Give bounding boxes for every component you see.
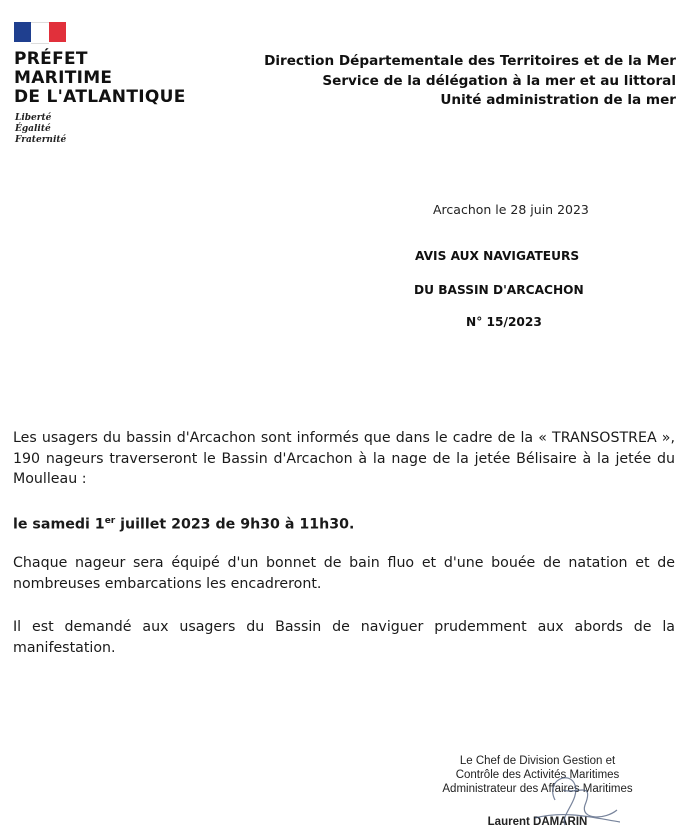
notice-number-text: N° 15/2023: [466, 315, 542, 329]
handwritten-signature: [525, 760, 620, 830]
motto-line: Fraternité: [15, 135, 67, 145]
motto-line: Égalité: [15, 124, 51, 134]
document-date: Arcachon le 28 juin 2023: [433, 202, 589, 217]
event-date-prefix: le samedi 1: [13, 516, 105, 533]
paragraph-announcement: Les usagers du bassin d'Arcachon sont informés que dans le cadre de la « TRANSOSTREA », 190 nageurs traverseront le Bassin d'Arcachon à la nage de la jetée Bélisaire à la jetée du Moulleau :: [13, 430, 675, 487]
event-date-suffix: juillet 2023 de 9h30 à 11h30.: [115, 516, 355, 533]
paragraph-caution: Il est demandé aux usagers du Bassin de naviguer prudemment aux abords de la manifestation.: [13, 619, 675, 656]
event-date-sup: er: [104, 516, 116, 526]
paragraph-equipment: Chaque nageur sera équipé d'un bonnet de bain fluo et d'une bouée de natation et de nombreuses embarcations les encadreront.: [13, 555, 675, 592]
signature-line: Administrateur des Affaires Maritimes: [442, 783, 633, 795]
prefect-line: MARITIME: [14, 68, 113, 88]
service-line: Direction Départementale des Territoires et de la Mer: [264, 53, 676, 69]
notice-title-2-text: DU BASSIN D'ARCACHON: [414, 283, 584, 297]
service-line: Service de la délégation à la mer et au littoral: [322, 72, 676, 89]
signature-line: Contrôle des Activités Maritimes: [455, 769, 620, 781]
signatory-name: Laurent DAMARIN: [487, 816, 588, 828]
prefect-line: PRÉFET: [14, 49, 88, 69]
signature-line: Le Chef de Division Gestion et: [459, 755, 616, 767]
event-date-line: [13, 511, 675, 535]
republic-flag-logo: [14, 22, 66, 42]
republic-motto: [15, 113, 66, 146]
service-header: [264, 52, 676, 111]
service-line: Unité administration de la mer: [440, 92, 676, 108]
notice-title-1-text: AVIS AUX NAVIGATEURS: [415, 249, 580, 263]
motto-line: Liberté: [15, 113, 52, 123]
prefect-line: DE L'ATLANTIQUE: [14, 87, 186, 107]
prefect-title: [14, 50, 214, 107]
